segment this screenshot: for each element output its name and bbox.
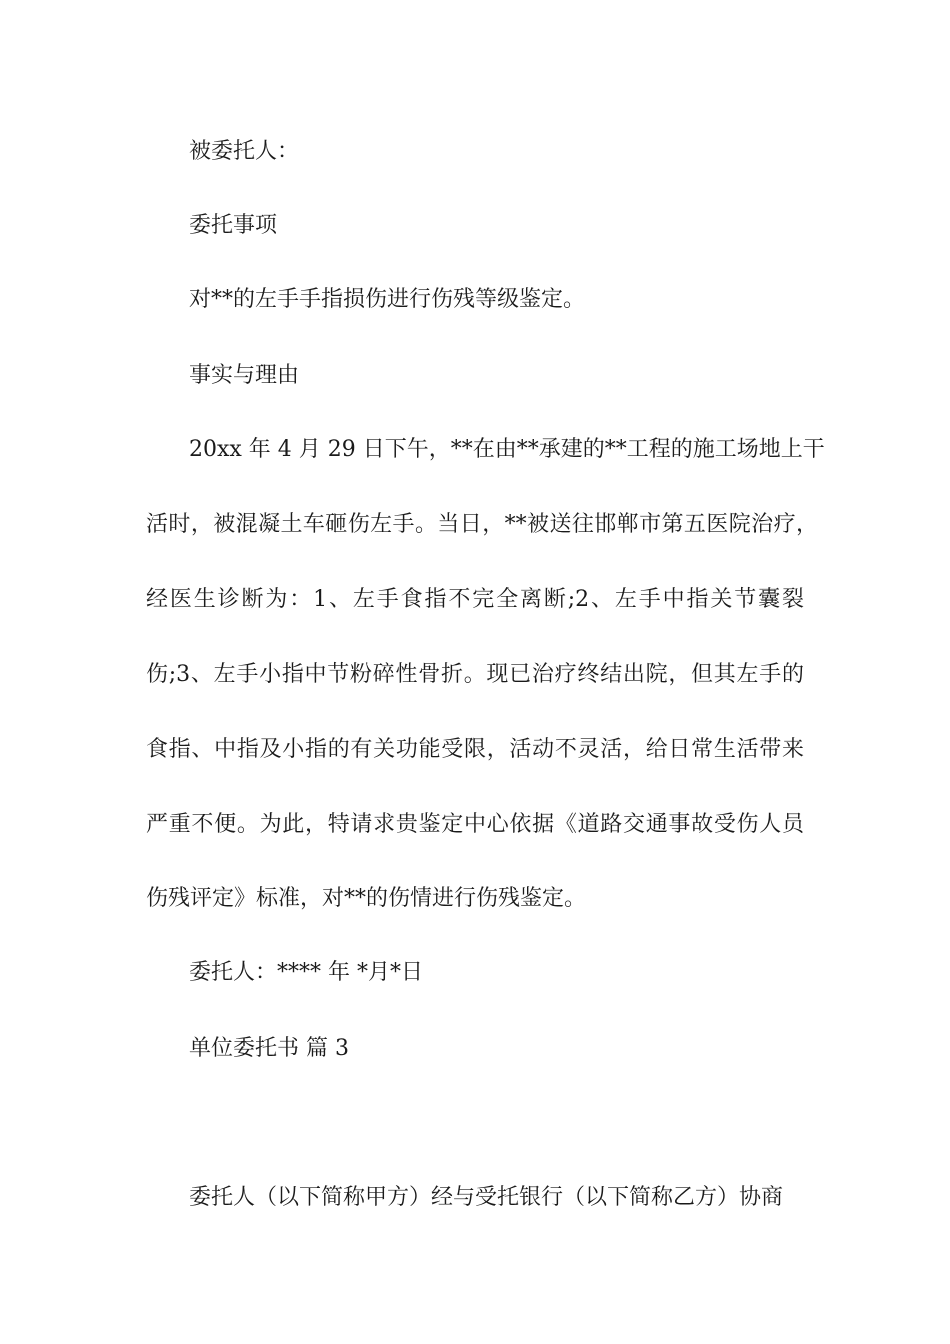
paragraph-facts-line-2: 活时，被混凝土车砸伤左手。当日，**被送往邯郸市第五医院治疗， bbox=[146, 512, 818, 537]
paragraph-facts-line-3: 经医生诊断为：1、左手食指不完全离断;2、左手中指关节囊裂 bbox=[146, 587, 804, 612]
heading-facts-reasons: 事实与理由 bbox=[189, 363, 300, 388]
signature-line: 委托人：**** 年 *月*日 bbox=[189, 960, 423, 985]
paragraph-facts-line-4: 伤;3、左手小指中节粉碎性骨折。现已治疗终结出院，但其左手的 bbox=[146, 662, 804, 687]
paragraph-matter-detail: 对**的左手手指损伤进行伤残等级鉴定。 bbox=[189, 287, 586, 312]
paragraph-facts-line-6: 严重不便。为此，特请求贵鉴定中心依据《道路交通事故受伤人员 bbox=[146, 812, 804, 837]
section-title-part-3: 单位委托书 篇 3 bbox=[189, 1036, 349, 1061]
paragraph-trustee: 被委托人： bbox=[189, 139, 300, 164]
paragraph-agreement-start: 委托人（以下简称甲方）经与受托银行（以下简称乙方）协商 bbox=[189, 1185, 784, 1210]
paragraph-facts-line-5: 食指、中指及小指的有关功能受限，活动不灵活，给日常生活带来 bbox=[146, 737, 804, 762]
paragraph-facts-line-1: 20xx 年 4 月 29 日下午，**在由**承建的**工程的施工场地上干 bbox=[189, 437, 825, 462]
paragraph-facts-line-7: 伤残评定》标准，对**的伤情进行伤残鉴定。 bbox=[146, 886, 587, 911]
heading-entrusted-matters: 委托事项 bbox=[189, 213, 278, 238]
